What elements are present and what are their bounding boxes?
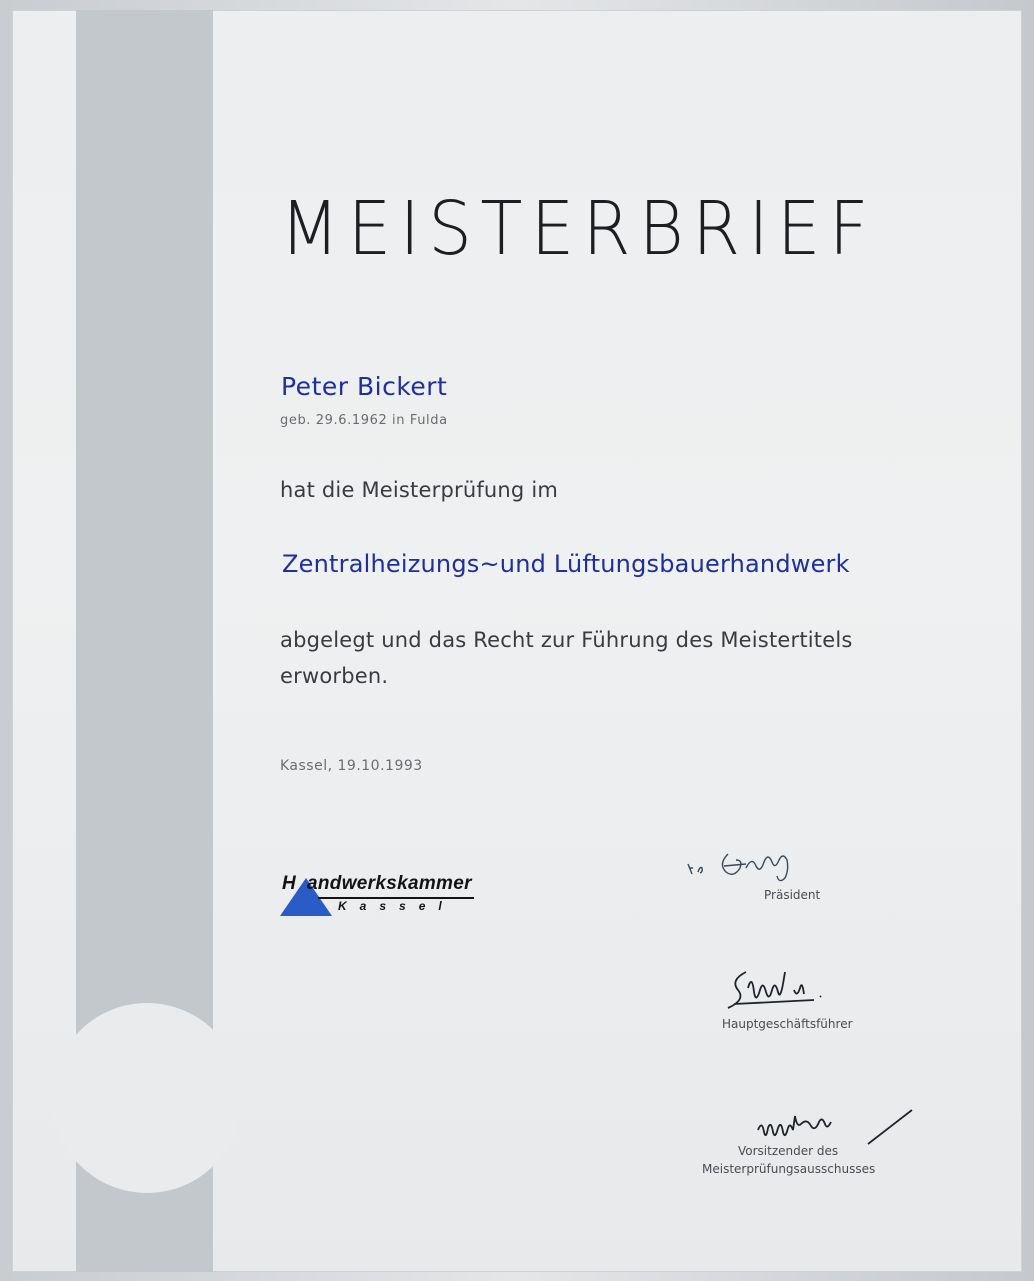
president-label: Präsident — [764, 888, 821, 902]
managing-director-signature — [724, 966, 874, 1016]
certificate-title: MEISTERBRIEF — [280, 186, 877, 272]
rights-statement-line1: abgelegt und das Recht zur Führung des Meistertitels — [280, 628, 853, 652]
place-and-date: Kassel, 19.10.1993 — [280, 758, 423, 774]
certificate-paper — [12, 10, 1022, 1272]
recipient-name: Peter Bickert — [281, 372, 448, 401]
handwerkskammer-logo — [278, 868, 478, 918]
trade-name: Zentralheizungs~und Lüftungsbauerhandwerk — [282, 550, 850, 578]
birth-info: geb. 29.6.1962 in Fulda — [280, 413, 448, 428]
managing-director-label: Hauptgeschäftsführer — [722, 1017, 853, 1031]
chair-label-line2: Meisterprüfungsausschusses — [702, 1162, 876, 1176]
chair-label-line1: Vorsitzender des — [738, 1144, 839, 1158]
president-signature — [684, 844, 844, 892]
logo-name-text: H andwerkskammer — [282, 873, 472, 894]
exam-statement: hat die Meisterprüfung im — [280, 478, 559, 502]
logo-city-text: Kassel — [338, 899, 455, 913]
rights-statement-line2: erworben. — [280, 664, 389, 688]
decorative-circle — [52, 1003, 242, 1193]
